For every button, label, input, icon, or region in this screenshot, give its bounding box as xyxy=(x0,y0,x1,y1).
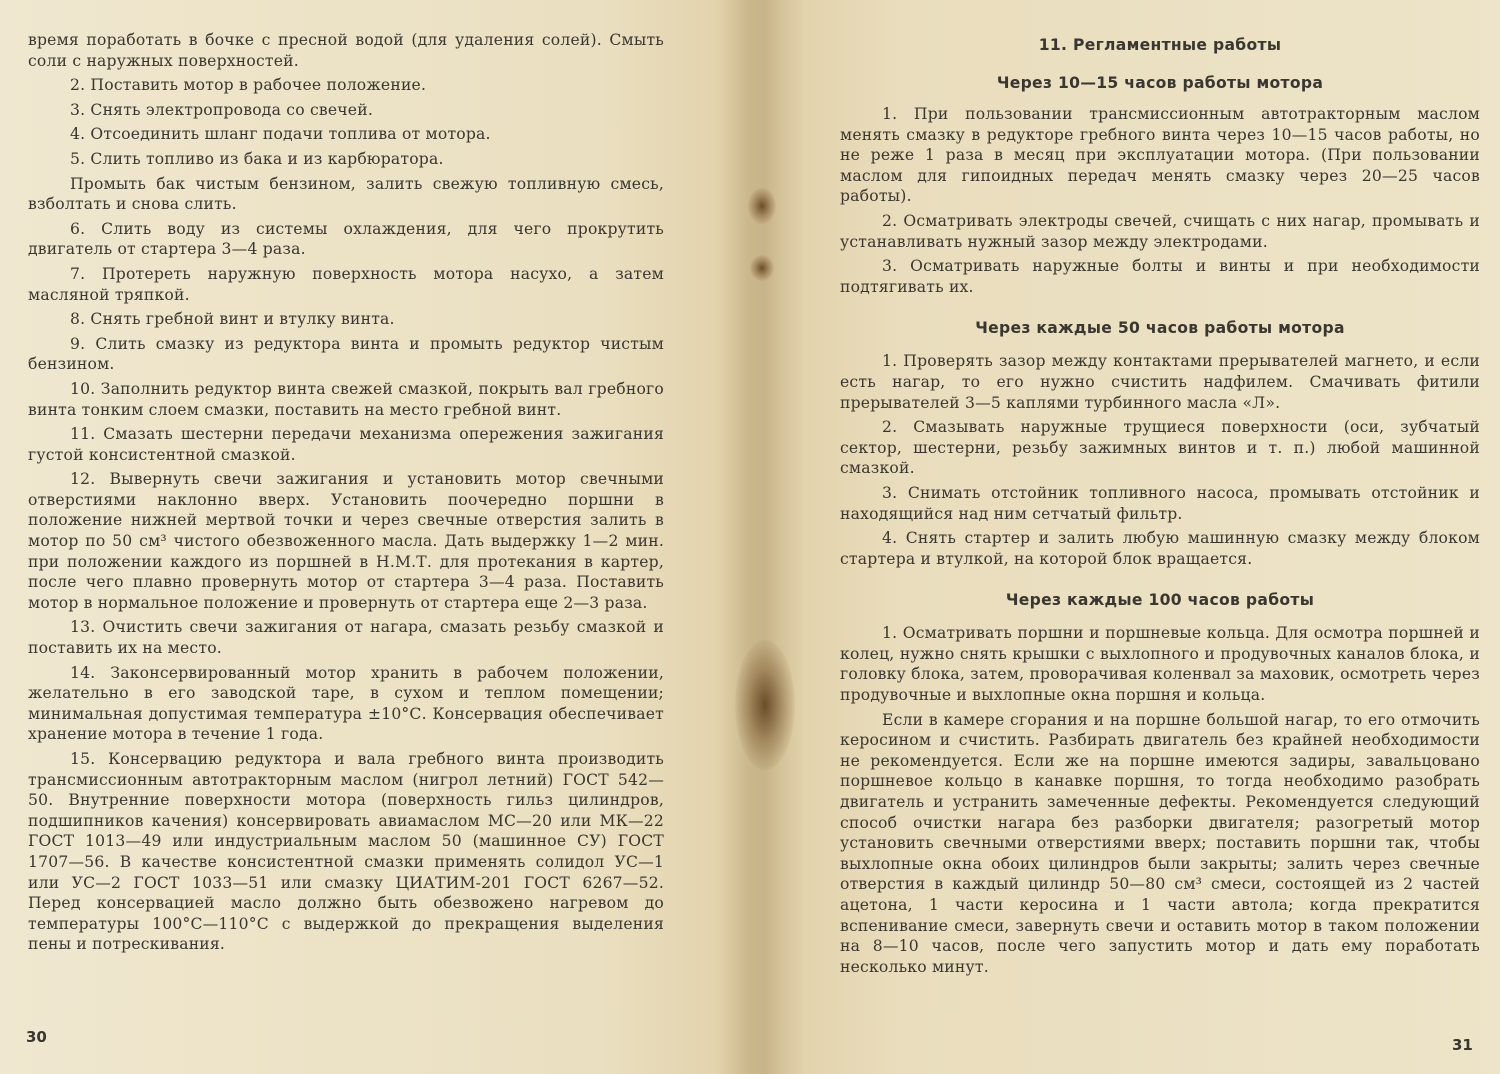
subsection-heading: Через каждые 50 часов работы мотора xyxy=(975,319,1345,338)
left-paragraph: 6. Слить воду из системы охлаждения, для чего прокрутить двигатель от стартера 3—4 раза. xyxy=(28,219,664,259)
left-paragraph: Промыть бак чистым бензином, залить свежую топливную смесь, взболтать и снова слить. xyxy=(28,174,664,214)
left-paragraph: 8. Снять гребной винт и втулку винта. xyxy=(70,310,395,329)
right-paragraph: 3. Снимать отстойник топливного насоса, промывать отстойник и находящийся над ним сетчатый фильтр. xyxy=(840,483,1480,523)
left-paragraph: 12. Вывернуть свечи зажигания и установить мотор свечными отверстиями наклонно вверх. Установить поочередно поршни в положение нижней мертвой точки и через свечные отверстия залить в мотор по 50 см³ чистого обезвоженного масла. Дать выдержку 1—2 мин. при положении каждого из поршней в Н.М.Т. для протекания в картер, после чего плавно провернуть мотор от стартера 3—4 раза. Поставить мотор в нормальное положение и провернуть от стартера еще 2—3 раза. xyxy=(28,470,664,612)
left-paragraph: 4. Отсоединить шланг подачи топлива от мотора. xyxy=(70,125,491,144)
right-paragraph: 2. Осматривать электроды свечей, счищать с них нагар, промывать и устанавливать нужный зазор между электродами. xyxy=(840,211,1480,251)
right-paragraph: 2. Смазывать наружные трущиеся поверхности (оси, зубчатый сектор, шестерни, резьбу зажимных винтов и т. п.) любой машинной смазкой. xyxy=(840,418,1480,478)
subsection-heading: Через каждые 100 часов работы xyxy=(1005,591,1315,610)
stain-mark xyxy=(748,188,776,224)
left-paragraph: 10. Заполнить редуктор винта свежей смазкой, покрыть вал гребного винта тонким слоем смазки, поставить на место гребной винт. xyxy=(28,379,664,419)
right-page xyxy=(840,30,1480,981)
left-paragraph: 11. Смазать шестерни передачи механизма опережения зажигания густой консистентной смазкой. xyxy=(28,425,664,464)
left-paragraph: 7. Протереть наружную поверхность мотора насухо, а затем масляной тряпкой. xyxy=(28,264,664,304)
left-paragraph: 13. Очистить свечи зажигания от нагара, смазать резьбу смазкой и поставить их на место. xyxy=(28,618,664,658)
subsection-heading: Через 10—15 часов работы мотора xyxy=(996,74,1324,92)
left-paragraph: 15. Консервацию редуктора и вала гребного винта производить трансмиссионным автотракторным маслом (нигрол летний) ГОСТ 542—50. Внутренние поверхности мотора (поверхность гильз цилиндров, подшипников качения) консервировать авиамаслом МС—20 или МК—22 ГОСТ 1013—49 или индустриальным маслом 50 (машинное СУ) ГОСТ 1707—56. В качестве консистентной смазки применять солидол УС—1 или УС—2 ГОСТ 1033—51 или смазку ЦИАТИМ-201 ГОСТ 6267—52. Перед консервацией масло должно быть обезвожено нагревом до температуры 100°С—110°С с выдержкой до прекращения выделения пены и потрескивания. xyxy=(28,750,664,954)
right-paragraph: 1. Осматривать поршни и поршневые кольца. Для осмотра поршней и колец, нужно снять крышки с выхлопного и продувочных каналов блока, и головку блока, затем, проворачивая коленвал за маховик, осмотреть через продувочные и выхлопные окна поршня и кольца. xyxy=(840,624,1480,705)
section-title: 11. Регламентные работы xyxy=(1038,36,1282,54)
stain-mark xyxy=(750,255,774,281)
left-paragraph: 5. Слить топливо из бака и из карбюратора. xyxy=(70,149,444,168)
right-paragraph: 3. Осматривать наружные болты и винты и при необходимости подтягивать их. xyxy=(840,257,1480,296)
right-paragraph: Если в камере сгорания и на поршне большой нагар, то его отмочить керосином и счистить. Разбирать двигатель без крайней необходимости не рекомендуется. Если же на поршне имеются задиры, завальцовано поршневое кольцо в канавке поршня, то тогда необходимо разобрать двигатель и устранить замеченные дефекты. Рекомендуется следующий способ очистки нагара без разборки двигателя; разогретый мотор установить свечными отверстиями вверх; поставить поршни так, чтобы выхлопные окна обоих цилиндров были закрыты; залить через свечные отверстия в каждый цилиндр 50—80 см³ смеси, состоящей из 2 частей ацетона, 1 части керосина и 1 части автола; когда прекратится вспенивание смеси, завернуть свечи и оставить мотор в таком положении на 8—10 часов, после чего запустить мотор и дать ему поработать несколько минут. xyxy=(840,710,1480,976)
left-paragraph: время поработать в бочке с пресной водой (для удаления солей). Смыть соли с наружных поверхностей. xyxy=(28,31,664,70)
page-number-left: 30 xyxy=(26,1028,47,1046)
right-paragraph: 1. Проверять зазор между контактами прерывателей магнето, и если есть нагар, то его нужно счистить надфилем. Смачивать фитили прерывателей 3—5 каплями турбинного масла «Л». xyxy=(840,352,1480,412)
left-paragraph: 9. Слить смазку из редуктора винта и промыть редуктор чистым бензином. xyxy=(28,334,664,374)
right-paragraph: 1. При пользовании трансмиссионным автотракторным маслом менять смазку в редукторе гребного винта через 10—15 часов работы, но не реже 1 раза в месяц при эксплуатации мотора. (При пользовании маслом для гипоидных передач менять смазку через 20—25 часов работы). xyxy=(840,105,1480,206)
stain-mark xyxy=(735,640,795,770)
left-paragraph: 14. Законсервированный мотор хранить в рабочем положении, желательно в его заводской таре, в сухом и теплом помещении; минимальная допустимая температура ±10°С. Консервация обеспечивает хранение мотора в течение 1 года. xyxy=(28,663,664,744)
left-paragraph: 2. Поставить мотор в рабочее положение. xyxy=(70,76,427,95)
left-page xyxy=(28,30,664,959)
book-gutter xyxy=(715,0,805,1074)
page-number-right: 31 xyxy=(1452,1036,1473,1054)
left-paragraph: 3. Снять электропровода со свечей. xyxy=(70,100,373,119)
right-paragraph: 4. Снять стартер и залить любую машинную смазку между блоком стартера и втулкой, на которой блок вращается. xyxy=(840,529,1480,568)
